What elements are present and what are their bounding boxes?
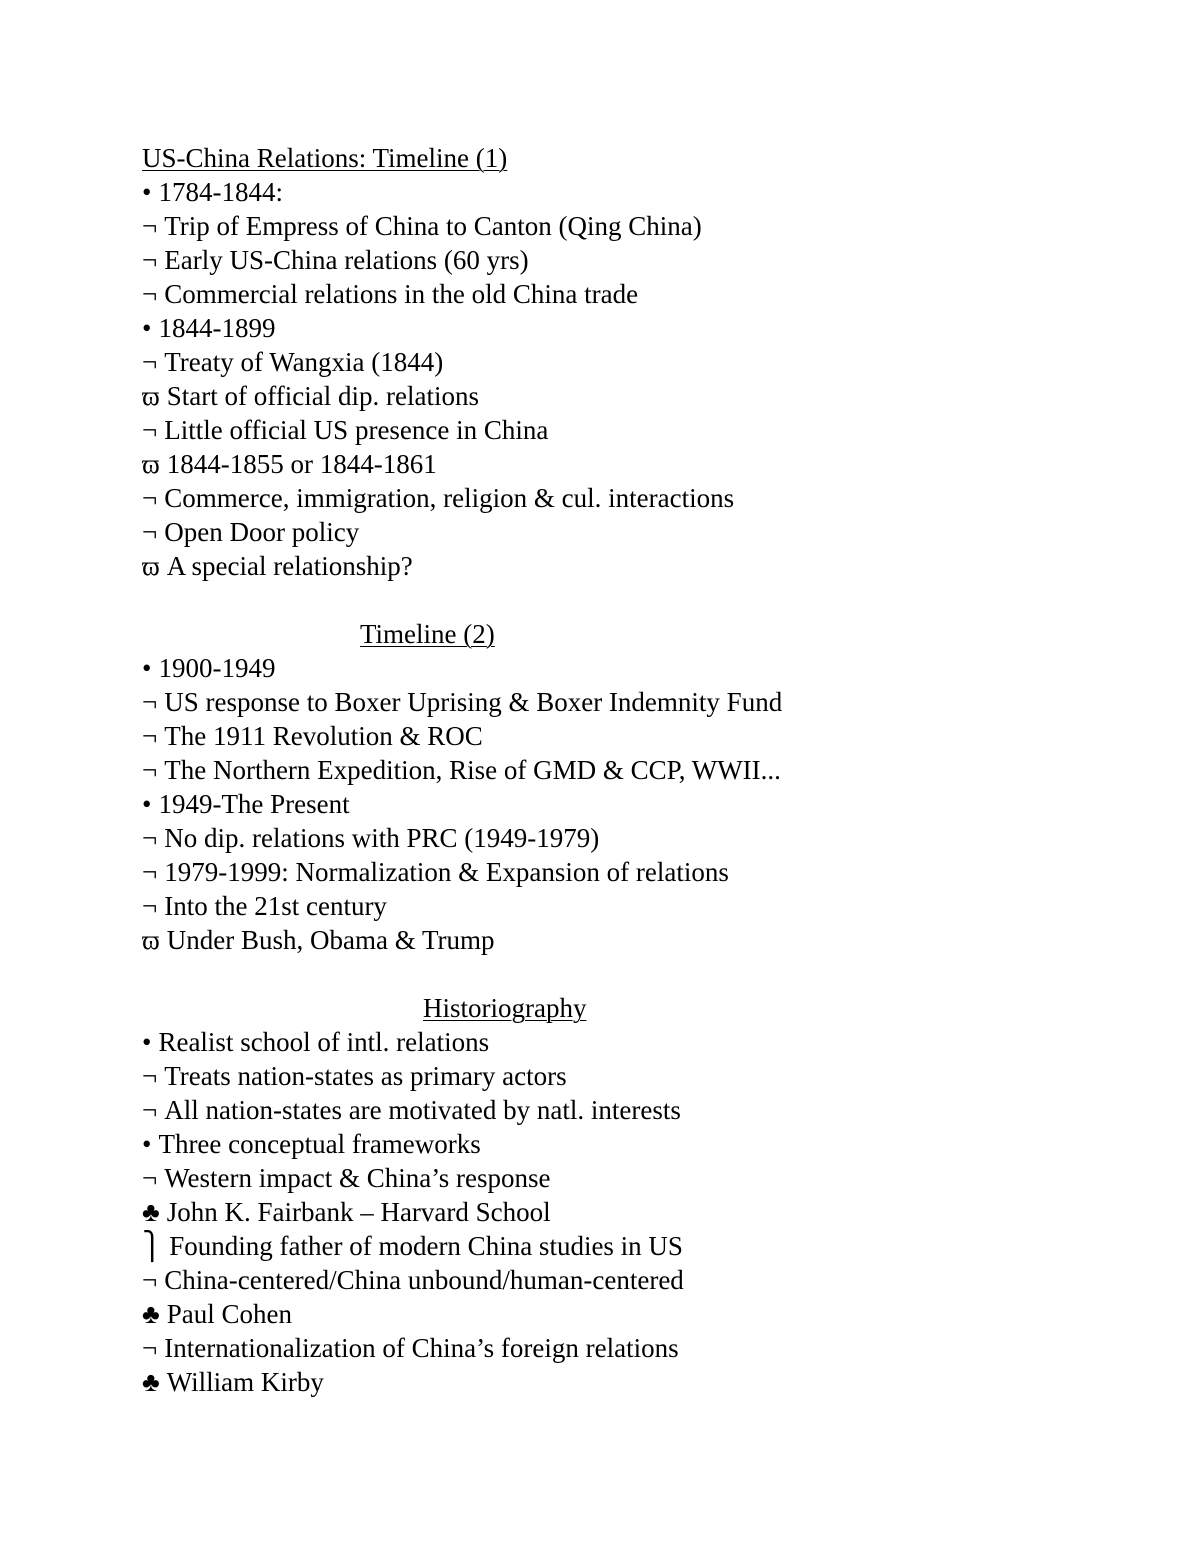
list-item-text: 1784-1844: — [158, 177, 283, 207]
bullet-marker: ϖ — [142, 381, 160, 411]
bullet-marker: • — [142, 653, 152, 683]
list-item-text: China-centered/China unbound/human-centered — [164, 1265, 684, 1295]
bullet-marker: ¬ — [142, 483, 158, 513]
list-item — [142, 209, 1142, 243]
list-item — [142, 481, 1142, 515]
list-item — [142, 1365, 1142, 1399]
list-item-text: Western impact & China’s response — [164, 1163, 551, 1193]
list-item-text: All nation-states are motivated by natl. interests — [164, 1095, 681, 1125]
bullet-marker: ¬ — [142, 1061, 158, 1091]
list-item-text: William Kirby — [166, 1367, 324, 1397]
list-item-text: US response to Boxer Uprising & Boxer Indemnity Fund — [164, 687, 783, 717]
list-item-text: Commercial relations in the old China trade — [164, 279, 639, 309]
list-item-text: 1949-The Present — [158, 789, 350, 819]
bullet-marker: • — [142, 177, 152, 207]
document-title-line — [142, 141, 1142, 175]
section-timeline-2 — [142, 651, 1142, 957]
list-item-text: The Northern Expedition, Rise of GMD & CCP, WWII... — [164, 755, 781, 785]
list-item-text: Into the 21st century — [164, 891, 387, 921]
document-title: US-China Relations: Timeline (1) — [142, 143, 508, 173]
list-item-text: Paul Cohen — [166, 1299, 292, 1329]
list-item — [142, 1059, 1142, 1093]
list-item-text: 1844-1899 — [158, 313, 276, 343]
bullet-marker: ♣ — [142, 1367, 160, 1397]
bullet-marker: ¬ — [142, 1265, 158, 1295]
bullet-marker: • — [142, 1027, 152, 1057]
list-item-text: Trip of Empress of China to Canton (Qing China) — [164, 211, 702, 241]
bullet-marker: ¬ — [142, 891, 158, 921]
section-gap — [142, 583, 1142, 617]
section-historiography — [142, 1025, 1142, 1399]
list-item-text: Internationalization of China’s foreign relations — [164, 1333, 679, 1363]
list-item — [142, 719, 1142, 753]
bullet-marker: ¬ — [142, 245, 158, 275]
list-item — [142, 243, 1142, 277]
list-item — [142, 175, 1142, 209]
list-item — [142, 1093, 1142, 1127]
list-item-text: Early US-China relations (60 yrs) — [164, 245, 529, 275]
heading-timeline-2-line — [142, 617, 1142, 651]
bullet-marker: ¬ — [142, 755, 158, 785]
list-item — [142, 651, 1142, 685]
bullet-marker: ¬ — [142, 857, 158, 887]
list-item — [142, 1297, 1142, 1331]
heading-historiography-line — [142, 991, 1142, 1025]
list-item — [142, 855, 1142, 889]
bullet-marker: ¬ — [142, 279, 158, 309]
list-item-text: A special relationship? — [166, 551, 413, 581]
bullet-marker: ¬ — [142, 415, 158, 445]
list-item-text: Realist school of intl. relations — [158, 1027, 490, 1057]
bullet-marker: ϖ — [142, 551, 160, 581]
list-item — [142, 787, 1142, 821]
list-item-text: 1844-1855 or 1844-1861 — [166, 449, 437, 479]
bullet-marker: ¬ — [142, 1163, 158, 1193]
list-item-text: Start of official dip. relations — [166, 381, 479, 411]
bullet-marker: ¬ — [142, 721, 158, 751]
list-item — [142, 753, 1142, 787]
list-item — [142, 889, 1142, 923]
list-item — [142, 1229, 1142, 1263]
bullet-marker: ¬ — [142, 517, 158, 547]
list-item-text: 1979-1999: Normalization & Expansion of relations — [164, 857, 729, 887]
list-item-text: Open Door policy — [164, 517, 360, 547]
bullet-marker: ϖ — [142, 449, 160, 479]
list-item-text: No dip. relations with PRC (1949-1979) — [164, 823, 600, 853]
list-item-text: Treats nation-states as primary actors — [164, 1061, 567, 1091]
list-item — [142, 413, 1142, 447]
list-item-text: Three conceptual frameworks — [158, 1129, 481, 1159]
document-page — [142, 141, 1142, 1399]
list-item — [142, 345, 1142, 379]
bullet-marker: • — [142, 313, 152, 343]
list-item-text: The 1911 Revolution & ROC — [164, 721, 483, 751]
list-item — [142, 821, 1142, 855]
section-timeline-1 — [142, 175, 1142, 583]
section-gap — [142, 957, 1142, 991]
bullet-marker: • — [142, 1129, 152, 1159]
heading-historiography: Historiography — [423, 993, 587, 1023]
bullet-marker: • — [142, 789, 152, 819]
list-item-text: Founding father of modern China studies in US — [169, 1231, 683, 1261]
list-item — [142, 311, 1142, 345]
list-item — [142, 515, 1142, 549]
list-item-text: Under Bush, Obama & Trump — [166, 925, 495, 955]
list-item — [142, 923, 1142, 957]
list-item — [142, 1025, 1142, 1059]
list-item — [142, 447, 1142, 481]
bullet-marker: ¬ — [142, 1095, 158, 1125]
bullet-marker: ¬ — [142, 211, 158, 241]
list-item-text: 1900-1949 — [158, 653, 276, 683]
bullet-marker: ♣ — [142, 1299, 160, 1329]
list-item — [142, 1127, 1142, 1161]
list-item — [142, 685, 1142, 719]
bullet-marker: ¬ — [142, 347, 158, 377]
list-item-text: Treaty of Wangxia (1844) — [164, 347, 444, 377]
list-item — [142, 1161, 1142, 1195]
list-item — [142, 1195, 1142, 1229]
heading-timeline-2: Timeline (2) — [360, 619, 495, 649]
list-item-text: Little official US presence in China — [164, 415, 549, 445]
bullet-marker: ♣ — [142, 1197, 160, 1227]
list-item — [142, 277, 1142, 311]
bullet-marker: ¬ — [142, 1333, 158, 1363]
list-item — [142, 1263, 1142, 1297]
list-item-text: John K. Fairbank – Harvard School — [166, 1197, 551, 1227]
bullet-marker: ϖ — [142, 925, 160, 955]
list-item-text: Commerce, immigration, religion & cul. interactions — [164, 483, 735, 513]
bullet-marker: ¬ — [142, 687, 158, 717]
bullet-marker: ⎫ — [142, 1231, 163, 1261]
list-item — [142, 379, 1142, 413]
list-item — [142, 1331, 1142, 1365]
list-item — [142, 549, 1142, 583]
bullet-marker: ¬ — [142, 823, 158, 853]
